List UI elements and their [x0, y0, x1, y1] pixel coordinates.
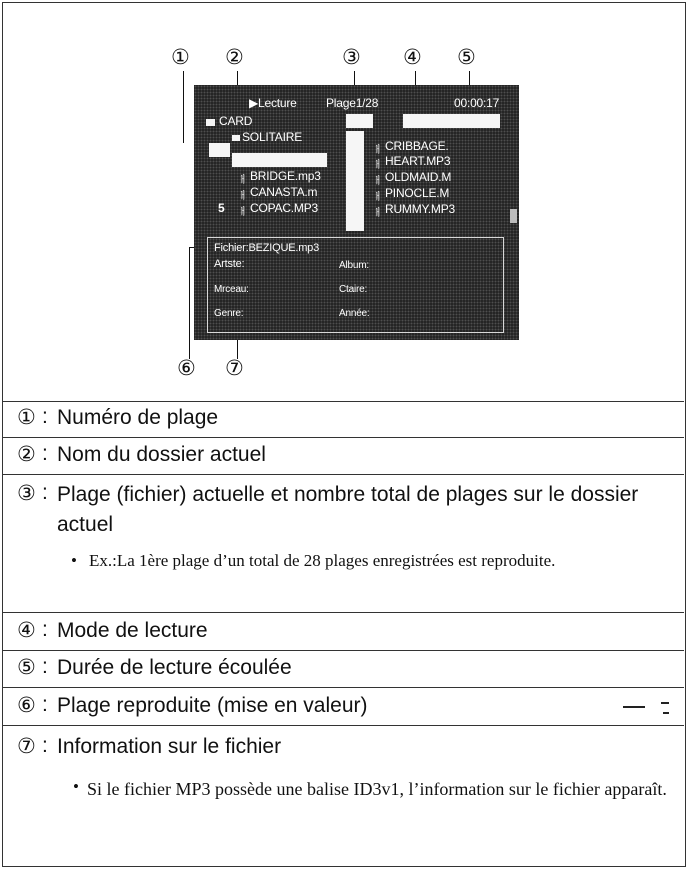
legend-row-4 [3, 613, 684, 651]
legend-note: Si le fichier MP3 possède une balise ID3v1, l’information sur le fichier apparaît. [87, 779, 667, 799]
callout-6: ⑥ [177, 356, 196, 380]
info-comment: Ctaire: [339, 284, 368, 295]
info-year: Année: [339, 308, 370, 319]
file-list-divider [346, 131, 364, 231]
track-number: 5 [218, 201, 225, 215]
right-file-1: CRIBBAGE. [385, 139, 449, 153]
legend-note: Ex.:La 1ère plage d’un total de 28 plages enregistrées est reproduite. [89, 551, 556, 570]
info-piece: Mrceau: [214, 284, 249, 295]
legend-label: Plage (fichier) actuelle et nombre total de plages sur le dossier actuel [57, 483, 639, 536]
left-file-1: BRIDGE.mp3 [250, 169, 321, 183]
left-file-2: CANASTA.m [250, 185, 318, 199]
play-mode-box [403, 114, 500, 128]
callout-3: ③ [342, 45, 361, 69]
music-file-icon: ㅐ [373, 160, 383, 171]
callout-4: ④ [403, 45, 422, 69]
legend-num: ④ [17, 618, 36, 642]
legend-sep: : [42, 734, 48, 757]
music-file-icon: ㅐ [238, 207, 248, 218]
right-file-3: OLDMAID.M [385, 170, 452, 184]
callout-1: ① [171, 45, 190, 69]
info-file-name: Fichier:BEZIQUE.mp3 [214, 242, 320, 254]
folder-icon-small [232, 135, 240, 141]
legend-note-bullet: • [71, 551, 77, 570]
scroll-column-top [346, 114, 373, 128]
scrollbar-thumb [510, 209, 517, 223]
legend-row-3 [3, 475, 684, 613]
right-file-5: RUMMY.MP3 [385, 202, 455, 216]
legend-num: ⑥ [17, 693, 36, 717]
info-artist: Artste: [214, 258, 245, 270]
file-info-panel [207, 237, 504, 333]
legend-sep: : [42, 442, 48, 465]
leader-line-1 [183, 71, 184, 143]
legend-label: Durée de lecture écoulée [57, 656, 292, 679]
legend-row-1 [3, 401, 684, 438]
current-folder-name: SOLITAIRE [242, 130, 302, 144]
music-file-icon: ㅐ [238, 175, 248, 186]
card-label: CARD [219, 114, 253, 128]
music-file-icon: ㅐ [238, 191, 248, 202]
legend-num: ⑦ [17, 734, 36, 758]
music-file-icon: ㅐ [373, 208, 383, 219]
legend-row-7 [3, 726, 684, 866]
callout-5: ⑤ [457, 45, 476, 69]
folder-icon [206, 119, 215, 126]
figure-area [3, 3, 684, 402]
legend-sep: : [42, 655, 48, 678]
left-file-3: COPAC.MP3 [250, 201, 318, 215]
legend-num: ③ [17, 481, 36, 505]
legend-num: ⑤ [17, 655, 36, 679]
info-album: Album: [339, 260, 369, 271]
legend-num: ① [17, 405, 36, 429]
legend-sep: : [42, 481, 48, 504]
play-mode-label: ▶Lecture [249, 96, 297, 110]
highlighted-track [232, 153, 327, 167]
legend-sep: : [42, 693, 48, 716]
legend-row-5 [3, 651, 684, 688]
music-file-icon: ㅐ [373, 176, 383, 187]
page-frame [2, 2, 686, 867]
legend-row-2 [3, 438, 684, 475]
legend-row-6 [3, 688, 684, 726]
scan-mark [663, 712, 669, 714]
player-screen [194, 85, 519, 340]
elapsed-time: 00:00:17 [454, 96, 500, 110]
music-file-icon: ㅐ [373, 145, 383, 156]
legend-note-bullet: • [73, 777, 79, 796]
legend-label: Mode de lecture [57, 619, 208, 642]
legend-label: Plage reproduite (mise en valeur) [57, 694, 368, 717]
callout-2: ② [225, 45, 244, 69]
right-file-4: PINOCLE.M [385, 186, 450, 200]
legend-label: Information sur le fichier [57, 735, 282, 758]
track-number-box [209, 143, 230, 157]
scan-mark [661, 702, 669, 704]
legend-sep: : [42, 618, 48, 641]
right-file-2: HEART.MP3 [385, 154, 451, 168]
legend-label: Numéro de plage [57, 406, 219, 429]
scan-mark [623, 706, 645, 708]
legend-num: ② [17, 442, 36, 466]
track-counter: Plage1/28 [326, 96, 379, 110]
music-file-icon: ㅐ [373, 192, 383, 203]
info-genre: Genre: [214, 308, 244, 319]
leader-line-6 [189, 247, 190, 359]
callout-7: ⑦ [225, 356, 244, 380]
legend-sep: : [42, 405, 48, 428]
legend-label: Nom du dossier actuel [57, 443, 266, 466]
